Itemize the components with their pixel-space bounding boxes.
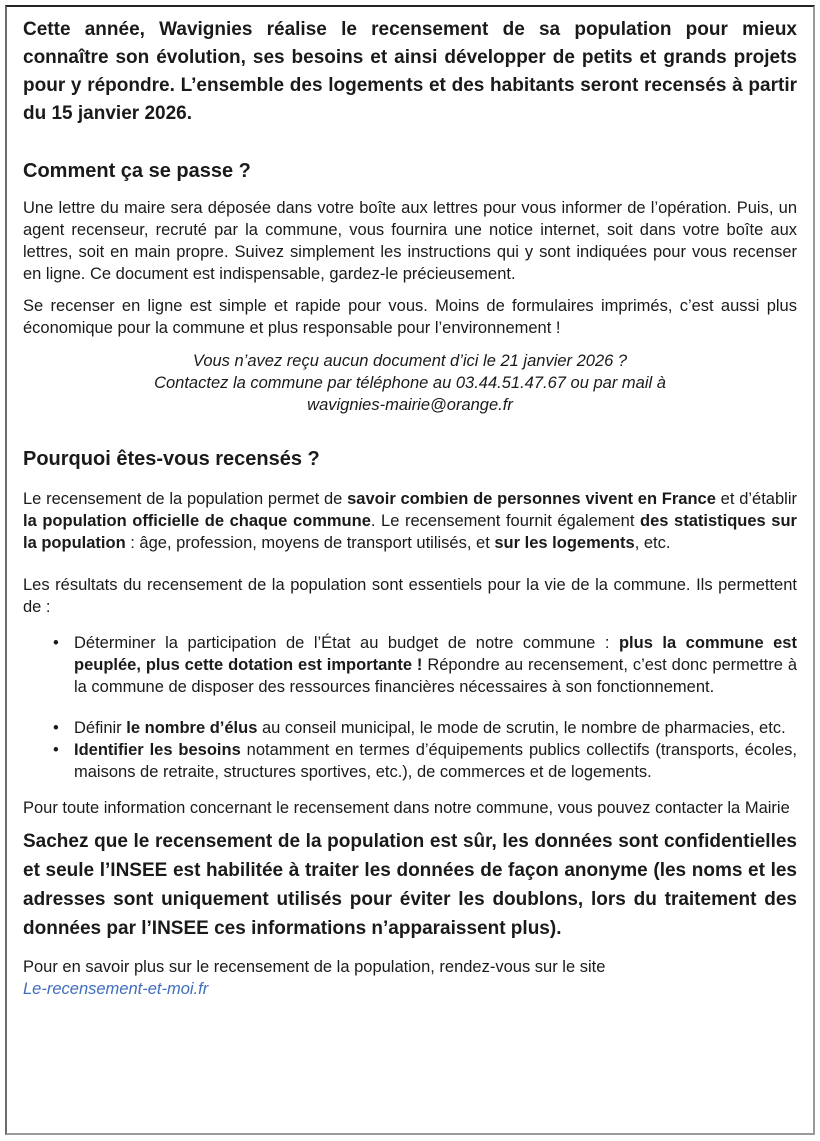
why-paragraph-statistics: Le recensement de la population permet de savoir combien de personnes vivent en France et d’établir la population officielle de chaque commune. Le recensement fournit également des statistiques sur la population : âge, profession, moyens de transport utilisés, et sur les logements, etc. [23,490,797,552]
list-item-elus: • Définir le nombre d’élus au conseil municipal, le mode de scrutin, le nombre de pharmacies, etc. [23,717,797,739]
benefits-list [23,632,797,783]
document-page [5,5,815,1135]
notice-line-phone: Contactez la commune par téléphone au 03.44.51.47.67 ou par mail à [154,374,666,392]
why-paragraph-results: Les résultats du recensement de la population sont essentiels pour la vie de la commune. Ils permettent de : [23,576,797,616]
recensement-site-link[interactable]: Le-recensement-et-moi.fr [23,980,209,998]
contact-notice-block [23,350,797,416]
data-security-paragraph: Sachez que le recensement de la population est sûr, les données sont confidentielles et seule l’INSEE est habilitée à traiter les données de façon anonyme (les noms et les adresses sont uniquement utilisés pour éviter les doublons, lors du traitement des données par l’INSEE ces informations n’apparaissent plus). [23,831,797,939]
how-paragraph-online: Se recenser en ligne est simple et rapide pour vous. Moins de formulaires imprimés, c’est aussi plus économique pour la commune et plus responsable pour l’environnement ! [23,297,797,337]
more-info-paragraph: Pour en savoir plus sur le recensement de la population, rendez-vous sur le site [23,958,606,976]
list-item-dotation: • Déterminer la participation de l’État au budget de notre commune : plus la commune est peuplée, plus cette dotation est importante ! Répondre au recensement, c’est donc permettre à la commune de disposer des ressources financières nécessaires à son fonctionnement. [23,632,797,698]
notice-line-email: wavignies-mairie@orange.fr [307,396,513,414]
list-item-besoins: • Identifier les besoins notamment en termes d’équipements publics collectifs (transports, écoles, maisons de retraite, structures sportives, etc.), de commerces et de logements. [23,739,797,783]
intro-paragraph: Cette année, Wavignies réalise le recensement de sa population pour mieux connaître son évolution, ses besoins et ainsi développer de petits et grands projets pour y répondre. L’ensemble des logements et des habitants seront recensés à partir du 15 janvier 2026. [23,19,797,124]
heading-comment-ca-se-passe: Comment ça se passe ? [23,160,251,182]
how-paragraph-letter: Une lettre du maire sera déposée dans votre boîte aux lettres pour vous informer de l’opération. Puis, un agent recenseur, recruté par la commune, vous fournira une notice internet, soit dans votre boîte aux lettres, soit en main propre. Suivez simplement les instructions qui y sont indiquées pour vous recenser en ligne. Ce document est indispensable, gardez-le précieusement. [23,199,797,283]
notice-line-question: Vous n’avez reçu aucun document d’ici le 21 janvier 2026 ? [192,352,628,370]
heading-pourquoi-recenses: Pourquoi êtes-vous recensés ? [23,448,320,470]
contact-mairie-paragraph: Pour toute information concernant le recensement dans notre commune, vous pouvez contacter la Mairie [23,799,790,817]
